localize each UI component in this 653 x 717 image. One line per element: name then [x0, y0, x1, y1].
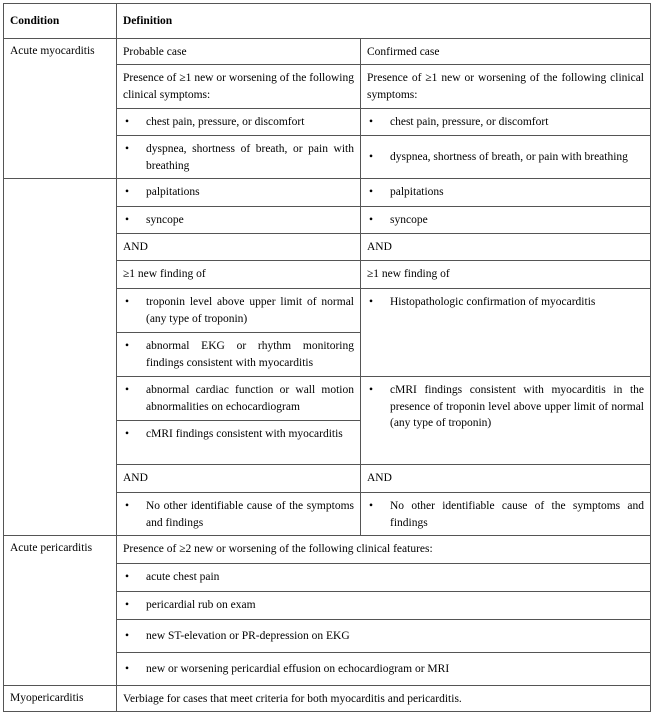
list-item: [123, 141, 354, 174]
cmri-confirmed: cMRI findings consistent with myocarditis in the presence of troponin level above upper limit of normal (any type of troponin): [390, 384, 645, 429]
bullet: •: [125, 143, 130, 156]
bullet: •: [125, 662, 130, 675]
palpitations-confirmed: palpitations: [390, 186, 444, 199]
histopathologic-confirmed: Histopathologic confirmation of myocarditis: [390, 296, 596, 309]
header-condition: Condition: [4, 4, 117, 39]
finding-intro-probable: ≥1 new finding of: [117, 261, 361, 289]
syncope-confirmed: syncope: [390, 214, 428, 227]
condition-acute-myocarditis: Acute myocarditis: [4, 39, 117, 179]
list-item: [123, 597, 644, 613]
list-item: [123, 382, 354, 415]
list-item: [123, 184, 354, 200]
myocarditis-case-row: [4, 39, 651, 65]
list-item: [123, 212, 354, 228]
chest-pain-confirmed: chest pain, pressure, or discomfort: [390, 116, 549, 129]
list-item: [123, 338, 354, 371]
bullet: •: [125, 214, 130, 227]
list-item: [367, 212, 644, 228]
bullet: •: [369, 296, 374, 309]
list-item: [367, 382, 644, 431]
chest-pain-probable: chest pain, pressure, or discomfort: [146, 116, 305, 129]
palpitations-probable: palpitations: [146, 186, 200, 199]
bullet: •: [125, 384, 130, 397]
ekg-probable: abnormal EKG or rhythm monitoring findings consistent with myocarditis: [146, 340, 354, 369]
palpitations-row: [4, 179, 651, 207]
cmri-probable: cMRI findings consistent with myocarditis: [146, 428, 343, 441]
list-item: [123, 498, 354, 531]
list-item: [367, 149, 644, 165]
bullet: •: [125, 296, 130, 309]
bullet: •: [369, 500, 374, 513]
list-item: [367, 184, 644, 200]
bullet: •: [369, 116, 374, 129]
myopericarditis-definition: Verbiage for cases that meet criteria for both myocarditis and pericarditis.: [117, 685, 651, 711]
dyspnea-probable: dyspnea, shortness of breath, or pain with breathing: [146, 143, 354, 172]
bullet: •: [369, 214, 374, 227]
feature-pericardial-rub: pericardial rub on exam: [146, 598, 256, 611]
bullet: •: [125, 598, 130, 611]
list-item: [367, 114, 644, 130]
pericarditis-intro: Presence of ≥2 new or worsening of the following clinical features:: [117, 535, 651, 563]
troponin-probable: troponin level above upper limit of normal (any type of troponin): [146, 296, 354, 325]
and-probable-2: AND: [117, 465, 361, 493]
condition-myopericarditis: Myopericarditis: [4, 685, 117, 711]
list-item: [123, 569, 644, 585]
bullet: •: [369, 186, 374, 199]
condition-acute-pericarditis: Acute pericarditis: [4, 535, 117, 685]
pericarditis-intro-row: [4, 535, 651, 563]
probable-case-label: Probable case: [117, 39, 361, 65]
and-probable-1: AND: [117, 234, 361, 261]
dyspnea-confirmed: dyspnea, shortness of breath, or pain with breathing: [390, 151, 628, 164]
and-confirmed-1: AND: [361, 234, 651, 261]
no-other-cause-confirmed: No other identifiable cause of the symptoms and findings: [390, 500, 645, 529]
bullet: •: [125, 186, 130, 199]
header-definition: Definition: [117, 4, 651, 39]
list-item: [367, 498, 644, 531]
bullet: •: [125, 570, 130, 583]
symptoms-intro-probable: Presence of ≥1 new or worsening of the following clinical symptoms:: [117, 65, 361, 109]
list-item: [123, 294, 354, 327]
finding-intro-confirmed: ≥1 new finding of: [361, 261, 651, 289]
feature-pericardial-effusion: new or worsening pericardial effusion on echocardiogram or MRI: [146, 662, 450, 675]
header-row: [4, 4, 651, 39]
bullet: •: [125, 428, 130, 441]
list-item: [367, 294, 644, 310]
feature-acute-chest-pain: acute chest pain: [146, 570, 220, 583]
and-confirmed-2: AND: [361, 465, 651, 493]
bullet: •: [125, 629, 130, 642]
confirmed-case-label: Confirmed case: [361, 39, 651, 65]
syncope-probable: syncope: [146, 214, 184, 227]
symptoms-intro-confirmed: Presence of ≥1 new or worsening of the following clinical symptoms:: [361, 65, 651, 109]
condition-continuation-cell: [4, 179, 117, 536]
list-item: [123, 628, 644, 644]
bullet: •: [125, 500, 130, 513]
list-item: [123, 426, 354, 442]
bullet: •: [369, 384, 374, 397]
myopericarditis-row: [4, 685, 651, 711]
feature-st-elevation: new ST-elevation or PR-depression on EKG: [146, 629, 350, 642]
list-item: [123, 114, 354, 130]
no-other-cause-probable: No other identifiable cause of the symptoms and findings: [146, 500, 354, 529]
bullet: •: [369, 151, 374, 164]
case-definitions-table: [3, 3, 651, 712]
list-item: [123, 661, 644, 677]
bullet: •: [125, 116, 130, 129]
bullet: •: [125, 340, 130, 353]
cardiac-function-probable: abnormal cardiac function or wall motion abnormalities on echocardiogram: [146, 384, 354, 413]
